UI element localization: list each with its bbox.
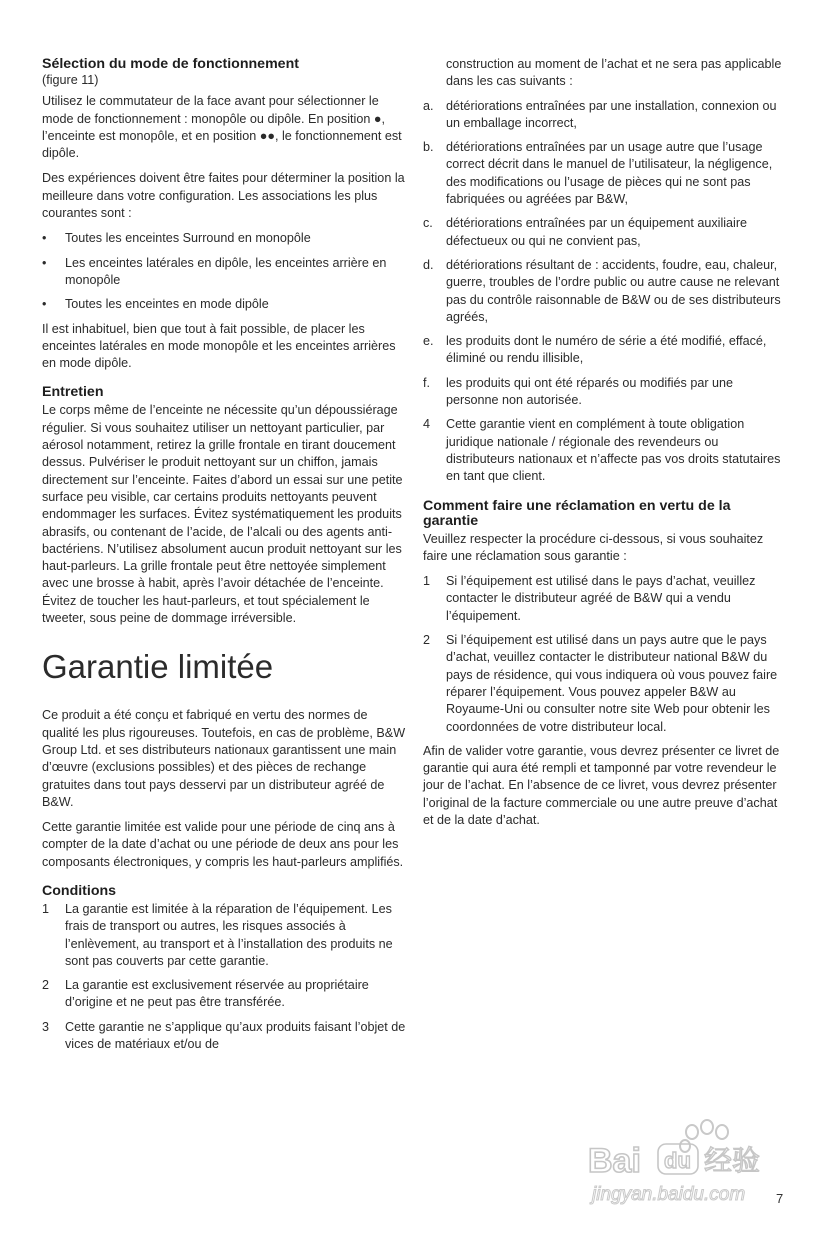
condition-text: La garantie est limitée à la réparation de l’équipement. Les frais de transport ou autres, les risques associés à l’enlèvement, au transport et à l’installation des produits ne sont pas couverts par cette garantie. [65, 901, 393, 968]
exclusion-text: détériorations entraînées par un usage autre que l’usage correct décrit dans le manuel de l’utilisateur, la négligence, des modifications ou l’usage de pièces qui ne sont pas fabriquées ou agréées par B&W, [446, 140, 773, 207]
claim-step [423, 573, 788, 625]
condition-text: Cette garantie ne s’applique qu’aux produits faisant l’objet de vices de matériaux et/ou de [65, 1019, 406, 1052]
exclusion-item [423, 257, 788, 326]
paragraph-mode-intro: Utilisez le commutateur de la face avant pour sélectionner le mode de fonctionnement : monopôle ou dipôle. En position ●, l’enceinte est monopôle, et en position ●●, le fonctionnement est dipôle. [42, 94, 402, 161]
condition-item [42, 901, 408, 970]
exclusion-letter: d. [423, 257, 434, 272]
bullet-text: Toutes les enceintes en mode dipôle [65, 297, 269, 312]
condition-number: 3 [42, 1019, 50, 1034]
bullet-item [42, 230, 408, 247]
svg-text:Bai: Bai [588, 1142, 641, 1180]
bullet-text: Toutes les enceintes Surround en monopôle [65, 231, 311, 246]
exclusion-text: les produits dont le numéro de série a été modifié, effacé, éliminé ou rendu illisible, [446, 334, 767, 366]
section-title-maintenance: Entretien [42, 384, 104, 401]
paragraph-warranty-intro: Ce produit a été conçu et fabriqué en vertu des normes de qualité les plus rigoureuses. Toutefois, en cas de problème, B&W Group Ltd. et ses distributeurs nationaux garantissent une main d’œuvre (exclusions possibles) et des pièces de rechange gratuites dans tout pays desservi par un distributeur agréé de B&W. [42, 708, 406, 809]
claim-step [423, 632, 788, 736]
exclusion-letter: f. [423, 375, 430, 390]
left-column [42, 56, 408, 1060]
paragraph-claim-validation: Afin de valider votre garantie, vous devrez présenter ce livret de garantie qui aura été rempli et tamponné par votre revendeur le jour de l’achat. En l’absence de ce livret, vous devrez présenter l’original de la facture commerciale ou une autre preuve d’achat et de la date d’achat. [423, 743, 780, 827]
page-title-warranty: Garantie limitée [42, 648, 274, 686]
exclusion-item [423, 333, 788, 368]
paragraph-maintenance: Le corps même de l’enceinte ne nécessite qu’un dépoussiérage régulier. Si vous souhaitez utiliser un nettoyant particulier, par aérosol notamment, retirez la grille frontale en tirant doucement dessus. Pulvériser le produit nettoyant sur un chiffon, jamais directement sur l’enceinte. Faites d’abord un essai sur une petite surface peu visible, car certains produits nettoyants peuvent endommager les surfaces. Évitez systématiquement les produits abrasifs, ou contenant de l’acide, de l’alcali ou des agents anti-bactériens. N’utilisez absolument aucun produit nettoyant sur les haut-parleurs. La grille frontale peut être nettoyée simplement avec une brosse à habit, après l’avoir détachée de l’enceinte. Évitez de toucher les haut-parleurs, et tout spécialement le tweeter, sous peine de dommage irréversible. [42, 403, 403, 626]
condition-item [42, 977, 408, 1012]
condition-item [42, 1019, 408, 1054]
exclusion-text: les produits qui ont été réparés ou modifiés par une personne non autorisée. [446, 375, 734, 408]
paragraph-mode-note: Il est inhabituel, bien que tout à fait possible, de placer les enceintes latérales en mode monopôle et les enceintes arrières en mode dipôle. [42, 321, 396, 371]
claim-step-number: 2 [423, 633, 431, 648]
exclusion-item [423, 215, 788, 250]
bullet-text: Les enceintes latérales en dipôle, les enceintes arrière en monopôle [65, 255, 387, 287]
paragraph-claim-intro: Veuillez respecter la procédure ci-dessous, si vous souhaitez faire une réclamation sous garantie : [423, 531, 764, 563]
condition-number: 1 [42, 901, 50, 916]
bullet-marker: • [42, 297, 47, 312]
exclusion-letter: a. [423, 98, 434, 113]
svg-text:jingyan.baidu.com: jingyan.baidu.com [592, 1184, 746, 1205]
exclusion-item [423, 98, 788, 133]
paragraph-mode-experiments: Des expériences doivent être faites pour déterminer la position la meilleure dans votre configuration. Les associations les plus courantes sont : [42, 171, 405, 221]
figure-reference: (figure 11) [42, 73, 99, 87]
bullet-marker: • [42, 231, 47, 246]
bullet-item [42, 255, 408, 290]
section-title-claim: Comment faire une réclamation en vertu de la garantie [423, 497, 731, 530]
condition-continuation: construction au moment de l’achat et ne sera pas applicable dans les cas suivants : [446, 57, 782, 89]
bullet-marker: • [42, 255, 47, 270]
condition-number: 4 [423, 417, 431, 432]
claim-step-number: 1 [423, 574, 431, 589]
condition-item [423, 416, 788, 485]
svg-text:经验: 经验 [704, 1144, 761, 1177]
exclusion-text: détériorations entraînées par un équipement auxiliaire défectueux ou qui ne convient pas, [446, 216, 748, 248]
condition-text: Cette garantie vient en complément à toute obligation juridique nationale / régionale des revendeurs ou distributeurs nationaux et n’affecte pas vos droits statutaires en tant que client. [446, 417, 781, 484]
page-number: 7 [776, 1191, 784, 1206]
condition-text: La garantie est exclusivement réservée au propriétaire d’origine et ne peut pas être transférée. [65, 978, 369, 1010]
baidu-watermark [586, 1118, 782, 1208]
exclusion-item [423, 375, 788, 410]
exclusion-letter: e. [423, 334, 434, 349]
condition-number: 2 [42, 978, 50, 993]
right-column [423, 56, 788, 837]
claim-step-text: Si l’équipement est utilisé dans le pays d’achat, veuillez contacter le distributeur agréé de B&W qui a vendu l’équipement. [446, 574, 756, 623]
exclusion-item [423, 139, 788, 208]
exclusion-letter: b. [423, 140, 434, 155]
svg-text:du: du [664, 1148, 691, 1173]
bullet-item [42, 296, 408, 313]
section-title-conditions: Conditions [42, 882, 117, 899]
exclusion-text: détériorations entraînées par une installation, connexion ou un emballage incorrect, [446, 98, 777, 130]
exclusion-text: détériorations résultant de : accidents, foudre, eau, chaleur, guerre, troubles de l’ordre public ou autre cause ne relevant pas du contrôle raisonnable de B&W ou de ses distributeurs agréés, [446, 257, 781, 324]
exclusion-letter: c. [423, 216, 433, 231]
section-title-mode: Sélection du mode de fonctionnement [42, 56, 299, 72]
claim-step-text: Si l’équipement est utilisé dans un pays autre que le pays d’achat, veuillez contacter le distributeur national B&W du pays de résidence, qui vous indiquera où vous pouvez faire réparer l’équipement. Vous pouvez appeler B&W au Royaume-Uni ou consulter notre site Web pour obtenir les coordonnées de votre distributeur local. [446, 633, 778, 734]
paragraph-warranty-period: Cette garantie limitée est valide pour une période de cinq ans à compter de la date d’achat ou une période de deux ans pour les composants électroniques, y compris les haut-parleurs amplifiés. [42, 820, 404, 869]
